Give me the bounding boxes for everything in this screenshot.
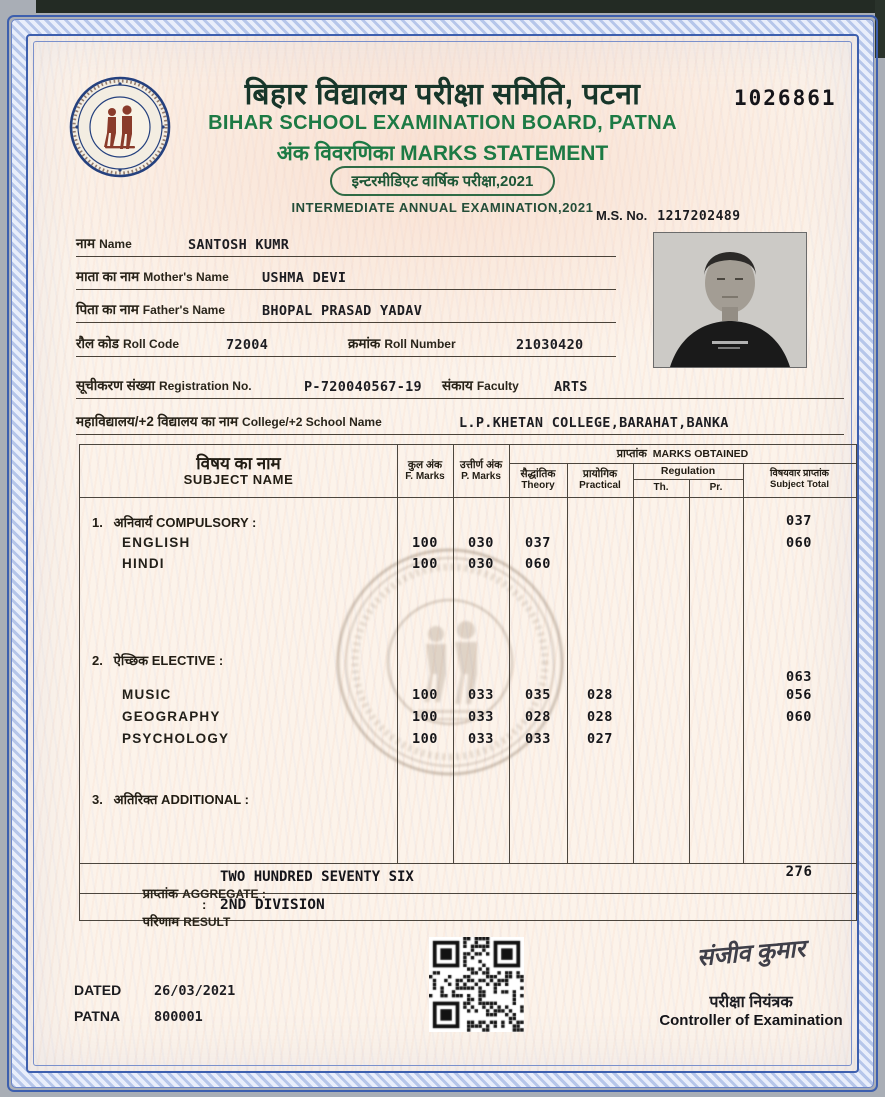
music-practical: 028 <box>587 687 613 703</box>
dated-label: DATED <box>74 982 122 998</box>
ms-number-label: M.S. No. <box>596 208 648 223</box>
regulation-header: Regulation <box>660 464 716 477</box>
geography-pmarks: 033 <box>468 709 494 725</box>
faculty-value: ARTS <box>554 379 588 395</box>
english-total: 037 <box>786 513 812 529</box>
result-colon: : <box>202 897 207 912</box>
theory-header: सैद्धांतिक Theory <box>520 468 556 492</box>
exam-title-hindi: इन्टरमीडिएट वार्षिक परीक्षा,2021 <box>330 166 556 196</box>
field-registration <box>76 372 844 399</box>
name-label: Name <box>99 237 132 251</box>
fmarks-header: कुल अंक F. Marks <box>405 459 445 483</box>
geography-theory: 028 <box>525 709 551 725</box>
registration-label-hindi: सूचीकरण संख्या <box>76 378 155 393</box>
field-mother-name <box>76 263 616 290</box>
ms-number-value: 1217202489 <box>657 209 741 224</box>
roll-code-label: Roll Code <box>123 337 180 351</box>
place-row <box>74 1008 203 1026</box>
father-label: Father's Name <box>142 303 226 317</box>
geography-practical: 028 <box>587 709 613 725</box>
mother-label-hindi: माता का नाम <box>76 269 140 284</box>
controller-signature: संजीव कुमार <box>695 936 807 972</box>
music-pmarks: 033 <box>468 687 494 703</box>
roll-number-value: 21030420 <box>516 337 584 353</box>
roll-code-value: 72004 <box>226 337 269 353</box>
place-label: PATNA <box>74 1008 121 1024</box>
psychology-fmarks: 100 <box>412 731 438 747</box>
field-roll <box>76 330 616 357</box>
aggregate-value: 276 <box>785 864 813 880</box>
section-compulsory: 1. अनिवार्य COMPULSORY : <box>92 515 257 530</box>
hindi-pmarks: 030 <box>468 556 494 572</box>
exam-title-english: INTERMEDIATE ANNUAL EXAMINATION,2021 <box>291 200 594 215</box>
marks-statement-title: अंक विवरणिका MARKS STATEMENT <box>276 142 609 165</box>
college-label: College/+2 School Name <box>242 415 382 429</box>
section-additional: 3. अतिरिक्त ADDITIONAL : <box>92 792 249 807</box>
mother-label: Mother's Name <box>143 270 229 284</box>
music-fmarks: 100 <box>412 687 438 703</box>
ms-number <box>596 208 741 224</box>
exam-title-hindi-box <box>30 166 855 196</box>
pin-value: 800001 <box>154 1009 203 1025</box>
name-value: SANTOSH KUMR <box>188 237 290 253</box>
music-theory: 035 <box>525 687 551 703</box>
geography-total: 056 <box>786 687 812 703</box>
music-total: 063 <box>786 669 812 685</box>
subject-psychology: PSYCHOLOGY <box>122 731 230 746</box>
roll-code-label-hindi: रौल कोड <box>76 336 120 351</box>
dated-row <box>74 982 236 1000</box>
english-fmarks: 100 <box>412 535 438 551</box>
name-label-hindi: नाम <box>76 236 96 251</box>
controller-title-english: Controller of Examination <box>659 1012 843 1029</box>
psychology-practical: 027 <box>587 731 613 747</box>
board-name-hindi: बिहार विद्यालय परीक्षा समिति, पटना <box>244 78 641 111</box>
hindi-theory: 060 <box>525 556 551 572</box>
faculty-label-hindi: संकाय <box>442 378 473 393</box>
result-label: परिणाम RESULT <box>142 914 231 929</box>
faculty-label: Faculty <box>476 379 519 393</box>
psychology-total: 060 <box>786 709 812 725</box>
roll-number-label: Roll Number <box>384 337 456 351</box>
certificate-body <box>26 34 859 1073</box>
subject-music: MUSIC <box>122 687 172 702</box>
father-value: BHOPAL PRASAD YADAV <box>262 303 423 319</box>
english-theory: 037 <box>525 535 551 551</box>
marks-obtained-header: प्राप्तांक MARKS OBTAINED <box>616 447 749 460</box>
father-label-hindi: पिता का नाम <box>76 302 139 317</box>
qr-code <box>429 937 524 1032</box>
hindi-fmarks: 100 <box>412 556 438 572</box>
subject-hindi: HINDI <box>122 556 165 571</box>
field-name <box>76 230 616 257</box>
subject-english: ENGLISH <box>122 535 191 550</box>
result-value: 2ND DIVISION <box>220 897 325 913</box>
dated-value: 26/03/2021 <box>154 983 236 999</box>
psychology-pmarks: 033 <box>468 731 494 747</box>
registration-value: P-720040567-19 <box>304 379 422 395</box>
guilloche-border-band <box>11 19 874 1088</box>
registration-label: Registration No. <box>158 379 252 393</box>
regulation-th-header: Th. <box>653 482 669 494</box>
english-pmarks: 030 <box>468 535 494 551</box>
controller-title-hindi: परीक्षा नियंत्रक <box>709 994 793 1011</box>
field-father-name <box>76 296 616 323</box>
psychology-theory: 033 <box>525 731 551 747</box>
geography-fmarks: 100 <box>412 709 438 725</box>
aggregate-label: प्राप्तांक AGGREGATE : <box>142 886 266 901</box>
certificate-frame <box>7 15 878 1092</box>
marks-table <box>79 444 857 929</box>
scanner-edge-strip <box>36 0 885 13</box>
regulation-pr-header: Pr. <box>709 482 723 494</box>
mother-value: USHMA DEVI <box>262 270 347 286</box>
section-elective: 2. ऐच्छिक ELECTIVE : <box>92 653 224 668</box>
practical-header: प्रायोगिक Practical <box>579 468 621 492</box>
pmarks-header: उत्तीर्ण अंक P. Marks <box>459 459 503 483</box>
hindi-total: 060 <box>786 535 812 551</box>
student-photo <box>653 232 807 368</box>
college-label-hindi: महाविद्यालय/+2 विद्यालय का नाम <box>76 414 239 429</box>
serial-number: 1026861 <box>734 86 837 110</box>
subject-name-header: विषय का नाम SUBJECT NAME <box>183 453 294 488</box>
board-name-english: BIHAR SCHOOL EXAMINATION BOARD, PATNA <box>208 112 677 134</box>
college-value: L.P.KHETAN COLLEGE,BARAHAT,BANKA <box>459 415 729 431</box>
subject-total-header: विषयवार प्राप्तांक Subject Total <box>770 468 829 490</box>
subject-geography: GEOGRAPHY <box>122 709 221 724</box>
aggregate-words: TWO HUNDRED SEVENTY SIX <box>220 869 414 885</box>
roll-number-label-hindi: क्रमांक <box>348 336 381 351</box>
field-college <box>76 408 844 435</box>
